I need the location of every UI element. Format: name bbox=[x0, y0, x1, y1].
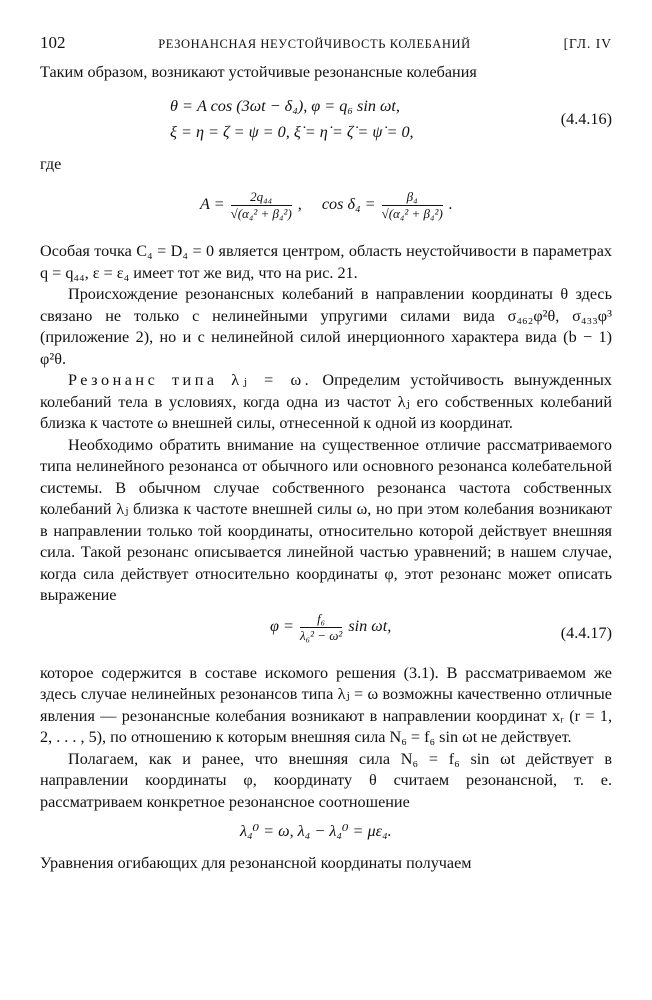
equation-line-2: ξ = η = ζ = ψ = 0, ξ̇ = η̇ = ζ̇ = ψ̇ = 0, bbox=[170, 122, 414, 141]
paragraph-singular-point: Особая точка C₄ = D₄ = 0 является центром, область неустойчивости в параметрах q = q₄₄, ε = ε₄ имеет тот же вид, что на рис. 21. bbox=[40, 242, 612, 282]
equation-number: (4.4.16) bbox=[560, 109, 612, 128]
running-title: РЕЗОНАНСНАЯ НЕУСТОЙЧИВОСТЬ КОЛЕБАНИЙ bbox=[158, 37, 471, 51]
paragraph-envelope: Уравнения огибающих для резонансной координаты получаем bbox=[40, 854, 472, 872]
intro-text: Таким образом, возникают устойчивые резонансные колебания bbox=[40, 63, 477, 81]
cos-numerator: β₄ bbox=[406, 188, 418, 204]
cos-denominator: √(α₄² + β₄²) bbox=[381, 205, 443, 221]
page-number: 102 bbox=[40, 33, 66, 52]
amplitude-denominator: √(α₄² + β₄²) bbox=[230, 205, 292, 221]
page-header bbox=[40, 32, 612, 62]
paragraph-resonance-type bbox=[40, 370, 612, 435]
eq17-lhs: φ = bbox=[270, 617, 294, 636]
equation-amplitude-phase bbox=[40, 175, 612, 235]
equation-4-4-16 bbox=[40, 96, 612, 154]
eq17-denominator: λ₆² − ω² bbox=[299, 627, 343, 643]
paragraph-difference: Необходимо обратить внимание на существенное отличие рассматриваемого типа нелинейного резонанса от обычного или основного резонанса колебательной системы. В обычном случае собственного резонанса частота собственных колебаний λⱼ близка к частоте внешней силы ω, но при этом колебания возникают в направлении только той координаты, относительно которой действует внешняя сила. Такой резонанс описывается линейной частью уравнений; в нашем случае, когда сила действует относительно координаты φ, этот резонанс может описать выражение bbox=[40, 435, 612, 604]
cos-fraction bbox=[382, 189, 443, 222]
equation-resonance-relation bbox=[40, 813, 612, 853]
separator-comma: , bbox=[297, 195, 302, 214]
chapter-label: [ГЛ. IV bbox=[563, 36, 612, 51]
where-label: где bbox=[40, 154, 62, 173]
eq17-rhs: sin ωt, bbox=[348, 617, 392, 636]
amplitude-numerator: 2q₄₄ bbox=[250, 188, 273, 204]
eq17-fraction bbox=[300, 611, 342, 644]
resonance-type-heading: Резонанс типа λⱼ = ω. bbox=[68, 371, 313, 389]
resonance-type-text: Определим устойчивость вынужденных колебаний тела в условиях, когда одна из частот λⱼ его собственных колебаний близка к частоте ω внешней силы, отнесенной к одной из координат. bbox=[40, 371, 612, 432]
resonance-relation: λ₄⁰ = ω, λ₄ − λ₄⁰ = με₄. bbox=[240, 822, 392, 840]
equation-number: (4.4.17) bbox=[560, 623, 612, 642]
amplitude-lhs: A = bbox=[200, 195, 225, 214]
paragraph-assumption: Полагаем, как и ранее, что внешняя сила N₆ = f₆ sin ωt действует в направлении координаты φ, координату θ считаем резонансной, т. е. рассматриваем конкретное резонансное соотношение bbox=[40, 749, 612, 811]
book-page bbox=[40, 32, 612, 982]
paragraph-origin: Происхождение резонансных колебаний в направлении координаты θ здесь связано не только с нелинейными упругими силами вида σ₄₆₂φ²θ, σ₄₃₃φ³ (приложение 2), но и с нелинейной силой инерционного характера вида (b − 1) φ²θ. bbox=[40, 285, 612, 368]
eq17-numerator: f₆ bbox=[317, 610, 326, 626]
amplitude-fraction bbox=[231, 189, 292, 222]
equation-4-4-17 bbox=[40, 607, 612, 663]
paragraph-solution: которое содержится в составе искомого решения (3.1). В рассматриваемом же здесь случае нелинейных резонансов типа λⱼ = ω возможны качественно отличные явления — резонансные колебания возникают в направлении координат xᵣ (r = 1, 2, . . . , 5), по отношению к которым внешняя сила N₆ = f₆ sin ωt не действует. bbox=[40, 663, 612, 746]
equation-line-1: θ = A cos (3ωt − δ₄), φ = q₆ sin ωt, bbox=[170, 96, 400, 115]
equation-end-period: . bbox=[448, 195, 453, 214]
cos-lhs: cos δ₄ = bbox=[321, 195, 376, 214]
